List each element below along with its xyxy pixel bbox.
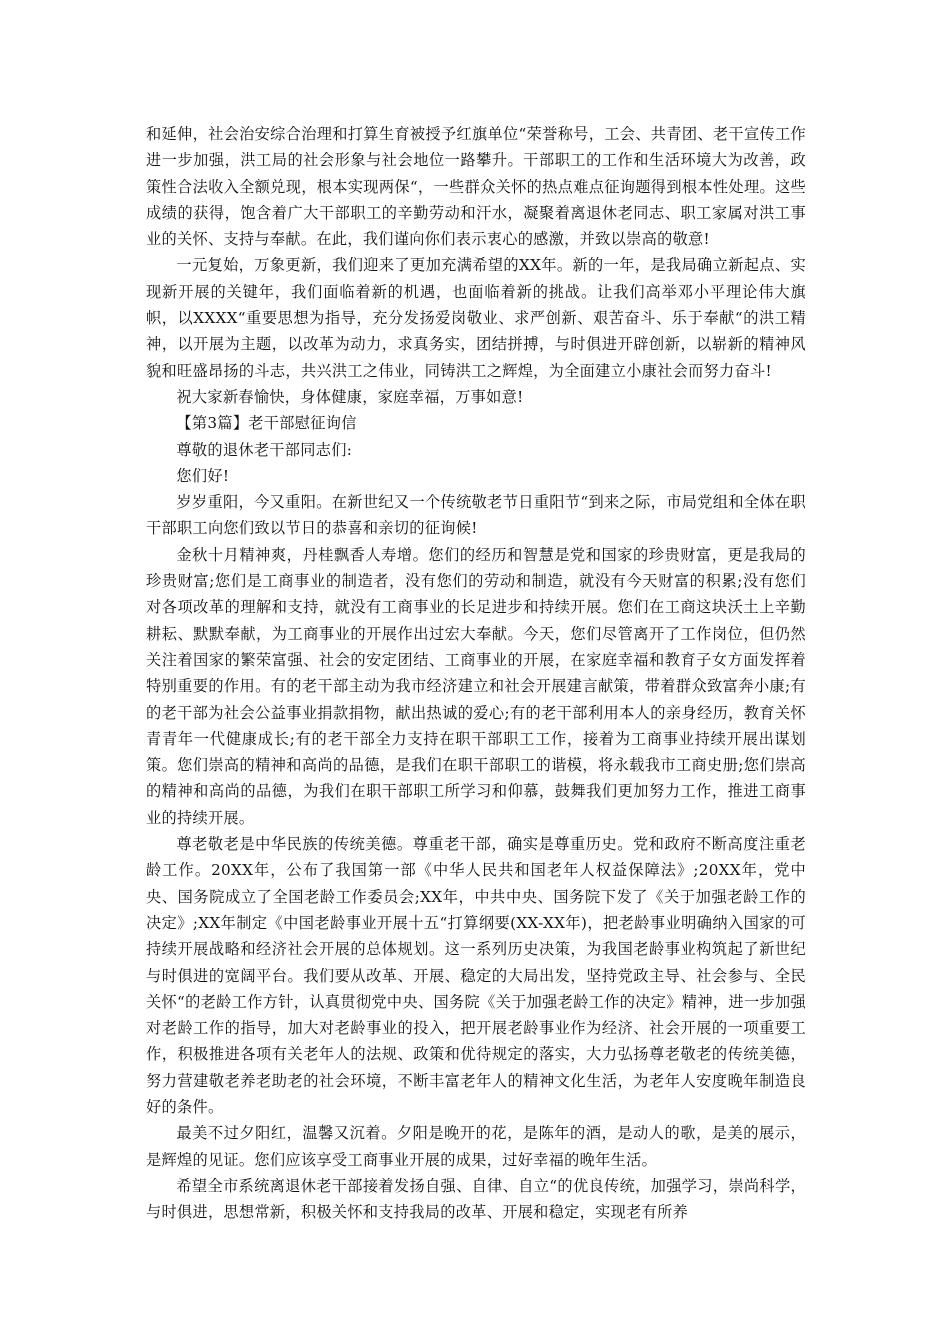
section-heading-part3: 【第3篇】老干部慰征询信	[176, 414, 357, 433]
paragraph-hopes: 希望全市系统离退休老干部接着发扬自强、自律、自立“的优良传统，加强学习，崇尚科学，与时俱进，思想常新，积极关怀和支持我局的改革、开展和稳定，实现老有所养	[146, 1176, 806, 1222]
paragraph-new-year-outlook: 一元复始，万象更新，我们迎来了更加充满希望的XX年。新的一年，是我局确立新起点、实现新开展的关键年，我们面临着新的机遇，也面临着新的挑战。让我们高举邓小平理论伟大旗帜，以XXXX“重要思想为指导，充分发扬爱岗敬业、求严创新、艰苦奋斗、乐于奉献“的洪工精神，以开展为主题，以改革为动力，求真务实，团结拼搏，与时俱进开辟创新，以崭新的精神风貌和旺盛昂扬的斗志，共兴洪工之伟业，同铸洪工之辉煌，为全面建立小康社会而努力奋斗!	[146, 256, 806, 380]
paragraph-chongyang-intro: 岁岁重阳，今又重阳。在新世纪又一个传统敬老节日重阳节“到来之际，市局党组和全体在职干部职工向您们致以节日的恭喜和亲切的征询候!	[146, 493, 806, 538]
paragraph-veterans-contribution: 金秋十月精神爽，丹桂飘香人寿增。您们的经历和智慧是党和国家的珍贵财富，更是我局的珍贵财富;您们是工商事业的制造者，没有您们的劳动和制造，就没有今天财富的积累;没有您们对各项改革的理解和支持，就没有工商事业的长足进步和持续开展。您们在工商这块沃土上辛勤耕耘、默默奉献，为工商事业的开展作出过宏大奉献。今天，您们尽管离开了工作岗位，但仍然关注着国家的繁荣富强、社会的安定团结、工商事业的开展，在家庭幸福和教育子女方面发挥着特别重要的作用。有的老干部主动为我市经济建立和社会开展建言献策，带着群众致富奔小康;有的老干部为社会公益事业捐款捐物，献出热诚的爱心;有的老干部利用本人的亲身经历，教育关怀青青年一代健康成长;有的老干部全力支持在职干部职工工作，接着为工商事业持续开展出谋划策。您们崇高的精神和高尚的品德，是我们在职干部职工的谐模，将永载我市工商史册;您们崇高的精神和高尚的品德，为我们在职干部职工所学习和仰慕，鼓舞我们更加努力工作，推进工商事业的持续开展。	[146, 545, 806, 827]
paragraph-sunset-metaphor: 最美不过夕阳红，温馨又沉着。夕阳是晚开的花，是陈年的酒，是动人的歌，是美的展示，是辉煌的见证。您们应该享受工商事业开展的成果，过好幸福的晚年生活。	[146, 1124, 806, 1169]
greeting: 您们好!	[176, 466, 230, 485]
paragraph-respect-elderly-policy: 尊老敬老是中华民族的传统美德。尊重老干部，确实是尊重历史。党和政府不断高度注重老龄工作。20XX年，公布了我国第一部《中华人民共和国老年人权益保障法》;20XX年，党中央、国务院成立了全国老龄工作委员会;XX年，中共中央、国务院下发了《关于加强老龄工作的决定》;XX年制定《中国老龄事业开展十五“打算纲要(XX-XX年)，把老龄事业明确纳入国家的可持续开展战略和经济社会开展的总体规划。这一系列历史决策，为我国老龄事业构筑起了新世纪与时俱进的宽阔平台。我们要从改革、开展、稳定的大局出发，坚持党政主导、社会参与、全民关怀“的老龄工作方针，认真贯彻党中央、国务院《关于加强老龄工作的决定》精神，进一步加强对老龄工作的指导，加大对老龄事业的投入，把开展老龄事业作为经济、社会开展的一项重要工作，积极推进各项有关老年人的法规、政策和优待规定的落实，大力弘扬尊老敬老的传统美德，努力营建敬老养老助老的社会环境，不断丰富老年人的精神文化生活，为老年人安度晚年制造良好的条件。	[146, 835, 806, 1116]
salutation: 尊敬的退休老干部同志们:	[176, 440, 353, 459]
paragraph-continuation: 和延伸，社会治安综合治理和打算生育被授予红旗单位“荣誉称号，工会、共青团、老干宣传工作进一步加强，洪工局的社会形象与社会地位一路攀升。干部职工的工作和生活环境大为改善，政策性合法收入全额兑现，根本实现两保“，一些群众关怀的热点难点征询题得到根本性处理。这些成绩的获得，饱含着广大干部职工的辛勤劳动和汗水，凝聚着离退休老同志、职工家属对洪工事业的关怀、支持与奉献。在此，我们谨向你们表示衷心的感激，并致以崇高的敬意!	[146, 125, 806, 249]
paragraph-blessing: 祝大家新春愉快，身体健康，家庭幸福，万事如意!	[176, 387, 524, 406]
document-body	[146, 121, 806, 1225]
